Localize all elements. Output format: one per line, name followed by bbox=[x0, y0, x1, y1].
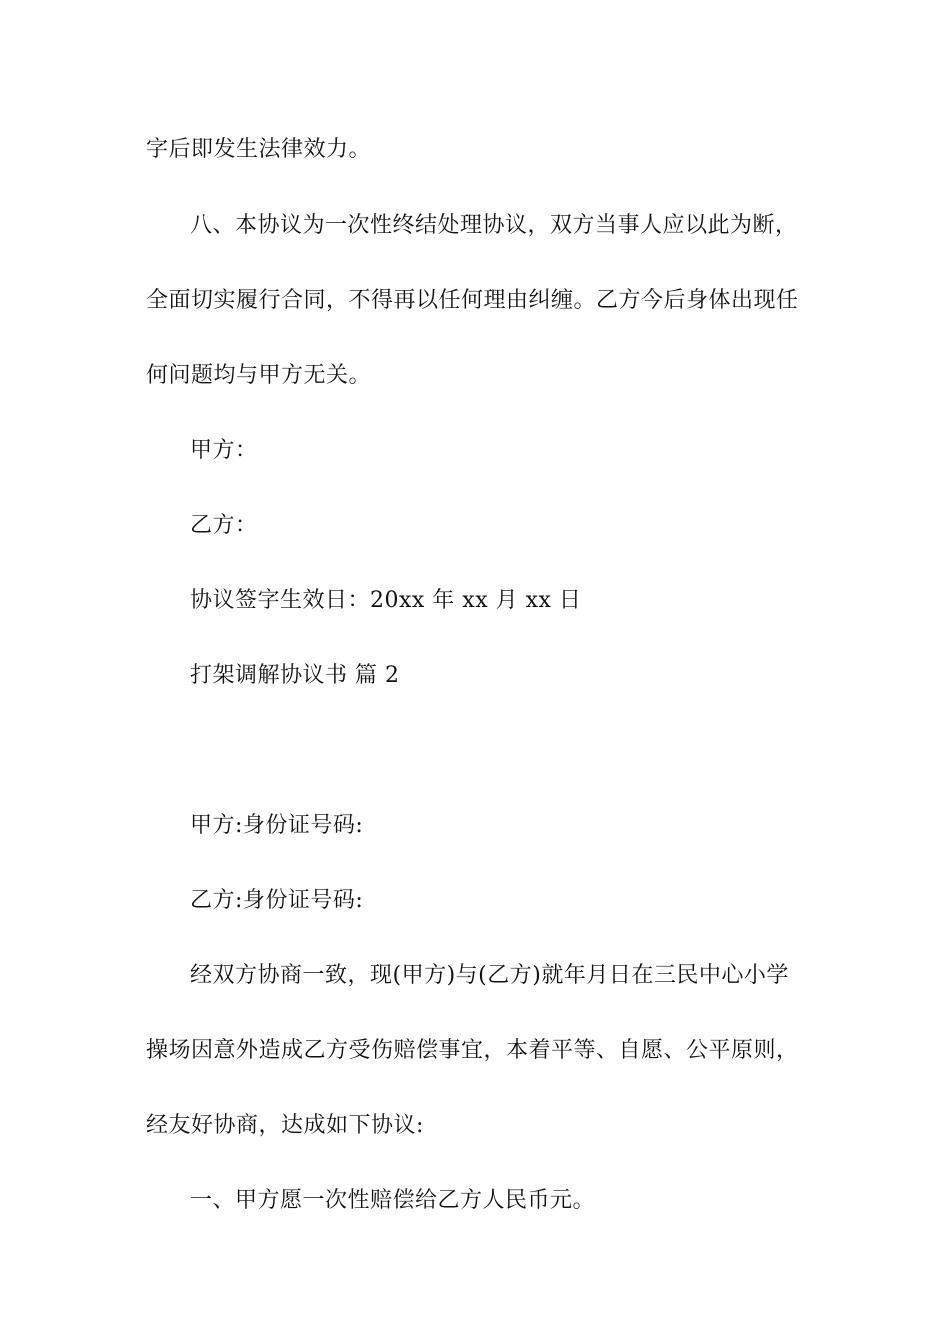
paragraph-line: 操场因意外造成乙方受伤赔偿事宜，本着平等、自愿、公平原则， bbox=[146, 1038, 799, 1063]
paragraph-line: 何问题均与甲方无关。 bbox=[146, 363, 372, 388]
clause-one-line: 一、甲方愿一次性赔偿给乙方人民币元。 bbox=[190, 1188, 596, 1213]
party-b-id-line: 乙方:身份证号码: bbox=[190, 888, 364, 913]
clause-eight-line: 八、本协议为一次性终结处理协议，双方当事人应以此为断， bbox=[190, 213, 798, 238]
paragraph-line: 经双方协商一致，现(甲方)与(乙方)就年月日在三民中心小学 bbox=[190, 963, 789, 988]
paragraph-line: 全面切实履行合同，不得再以任何理由纠缠。乙方今后身体出现任 bbox=[146, 288, 799, 313]
party-a-signature-label: 甲方： bbox=[190, 438, 258, 463]
effective-date-line: 协议签字生效日：20xx 年 xx 月 xx 日 bbox=[190, 588, 582, 613]
paragraph-line: 经友好协商，达成如下协议: bbox=[146, 1113, 424, 1138]
party-a-id-line: 甲方:身份证号码: bbox=[190, 813, 364, 838]
paragraph-line: 字后即发生法律效力。 bbox=[146, 137, 372, 162]
section-title: 打架调解协议书 篇 2 bbox=[190, 663, 400, 688]
party-b-signature-label: 乙方： bbox=[190, 513, 258, 538]
